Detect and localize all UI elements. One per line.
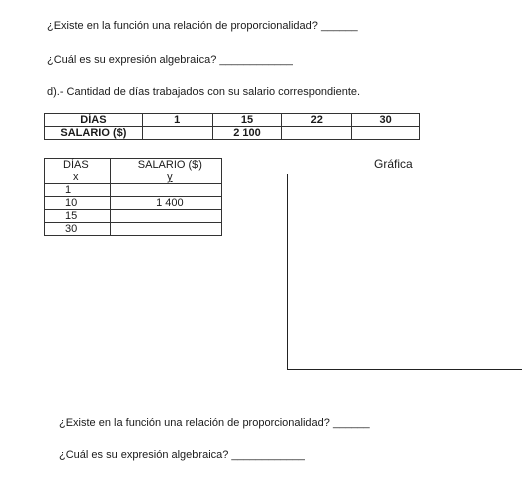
graph-x-axis [287,369,522,370]
xy-table [44,158,222,236]
table-cell [110,210,221,223]
question-expression-top: ¿Cuál es su expresión algebraica? ____________ [47,54,293,66]
table-cell [282,127,352,140]
header-days: DÍAS [45,159,111,172]
table-row [45,184,222,197]
table-row [45,197,222,210]
table-cell [142,127,212,140]
table-cell: 1 [142,114,212,127]
table-cell: 22 [282,114,352,127]
table-cell: 30 [45,223,111,236]
question-proportionality-bottom: ¿Existe en la función una relación de proporcionalidad? ______ [59,417,370,429]
header-y: y [110,171,221,184]
table-cell: 15 [212,114,282,127]
table-row [45,127,420,140]
table-cell: 2 100 [212,127,282,140]
table-cell [110,184,221,197]
row-label-days: DÍAS [45,114,143,127]
table-row [45,171,222,184]
table-row [45,159,222,172]
table-cell [110,223,221,236]
question-proportionality-top: ¿Existe en la función una relación de proporcionalidad? ______ [47,20,358,32]
header-x: x [45,171,111,184]
days-salary-table [44,113,420,140]
table-row [45,210,222,223]
table-row [45,223,222,236]
graph-title: Gráfica [374,157,413,171]
section-d-title: d).- Cantidad de días trabajados con su salario correspondiente. [47,86,361,98]
graph-y-axis [287,174,288,370]
table-cell: 1 400 [110,197,221,210]
table-cell [352,127,420,140]
header-salary: SALARIO ($) [110,159,221,172]
question-expression-bottom: ¿Cuál es su expresión algebraica? ____________ [59,449,305,461]
table-cell: 15 [45,210,111,223]
table-row [45,114,420,127]
table-cell: 30 [352,114,420,127]
table-cell: 10 [45,197,111,210]
row-label-salary: SALARIO ($) [45,127,143,140]
table-cell: 1 [45,184,111,197]
